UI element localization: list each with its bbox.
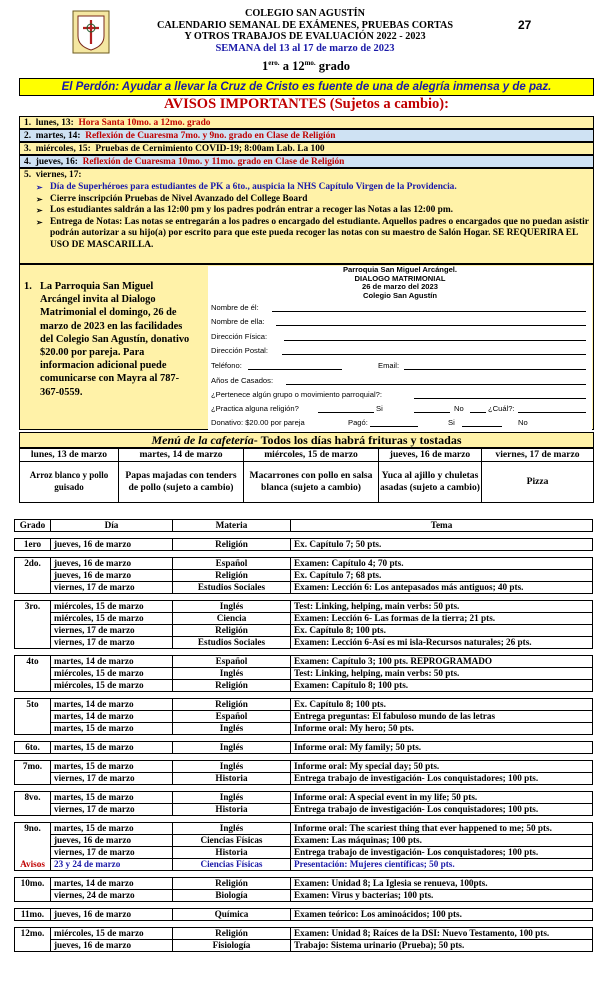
nombre-el-field[interactable] xyxy=(272,311,586,312)
field-label: ¿Cuál?: xyxy=(488,404,515,413)
day-cell: viernes, 17 de marzo xyxy=(51,773,173,785)
grade-cell: 12mo. xyxy=(15,928,51,940)
day-cell: viernes, 17 de marzo xyxy=(51,637,173,649)
field-label: Años de Casados: xyxy=(211,376,274,385)
subject-cell: Español xyxy=(173,558,291,570)
telefono-field[interactable] xyxy=(248,369,342,370)
menu-table xyxy=(19,448,594,503)
topic-cell: Examen: Lección 6-Así es mi isla-Recursos naturales; 26 pts. xyxy=(291,637,593,649)
day-cell: miércoles, 15 de marzo xyxy=(51,601,173,613)
day-cell: viernes, 17 de marzo xyxy=(51,625,173,637)
table-row xyxy=(15,804,593,816)
aviso-row: 3. miércoles, 15: Pruebas de Cernimiento COVID-19; 8:00am Lab. La 100 xyxy=(19,142,594,155)
day-cell: 23 y 24 de marzo xyxy=(51,859,173,871)
grade-cell: 9no. xyxy=(15,823,51,835)
table-row xyxy=(15,761,593,773)
grade-cell xyxy=(15,637,51,649)
aviso-label: Avisos xyxy=(15,859,51,871)
menu-item: Yuca al ajillo y chuletas asadas (sujeto a cambio) xyxy=(379,461,482,502)
topic-cell: Entrega trabajo de investigación- Los conquistadores; 100 pts. xyxy=(291,773,593,785)
table-row xyxy=(15,723,593,735)
menu-item: Macarrones con pollo en salsa blanca (sujeto a cambio) xyxy=(244,461,379,502)
subject-cell: Ciencias Físicas xyxy=(173,859,291,871)
grade-cell xyxy=(15,804,51,816)
field-label: Nombre de él: xyxy=(211,303,259,312)
topic-cell: Examen: Unidad 8; La Iglesia se renueva, 100pts. xyxy=(291,878,593,890)
subject-cell: Química xyxy=(173,909,291,921)
subject-cell: Inglés xyxy=(173,601,291,613)
table-row xyxy=(15,909,593,921)
grade-cell xyxy=(15,890,51,902)
menu-item: Papas majadas con tenders de pollo (sujeto a cambio) xyxy=(119,461,244,502)
parroquia-text: 1. La Parroquia San Miguel Arcángel invita al Dialogo Matrimonial el domingo, 26 de marzo de 2023 en las facilidades del Colegio San Agustín, donativo $20.00 por pareja. Para informacion adicional puede comunicarse con Mayra al 787-367-0559. xyxy=(24,281,190,398)
table-row xyxy=(15,625,593,637)
day-cell: jueves, 16 de marzo xyxy=(51,909,173,921)
topic-cell: Presentación: Mujeres científicas; 50 pts. xyxy=(291,859,593,871)
grade-cell xyxy=(15,680,51,692)
topic-cell: Examen: Virus y bacterias; 100 pts. xyxy=(291,890,593,902)
day-cell: martes, 15 de marzo xyxy=(51,723,173,735)
grade-cell xyxy=(15,582,51,594)
grade-cell xyxy=(15,668,51,680)
pago-field[interactable] xyxy=(370,426,418,427)
option-label: Si xyxy=(448,418,455,427)
field-label: Pagó: xyxy=(348,418,368,427)
grade-cell xyxy=(15,570,51,582)
topic-cell: Examen: Capítulo 3; 100 pts. REPROGRAMADO xyxy=(291,656,593,668)
grade-cell: 2do. xyxy=(15,558,51,570)
day-cell: miércoles, 15 de marzo xyxy=(51,613,173,625)
day-cell: martes, 15 de marzo xyxy=(51,742,173,754)
topic-cell: Entrega trabajo de investigación- Los conquistadores; 100 pts. xyxy=(291,804,593,816)
subject-cell: Religión xyxy=(173,878,291,890)
day-cell: martes, 14 de marzo xyxy=(51,699,173,711)
subject-cell: Ciencias Físicas xyxy=(173,835,291,847)
day-cell: martes, 15 de marzo xyxy=(51,792,173,804)
table-row xyxy=(15,940,593,952)
subject-cell: Religión xyxy=(173,680,291,692)
menu-day: jueves, 16 de marzo xyxy=(379,449,482,462)
topic-cell: Test: Linking, helping, main verbs: 50 pts. xyxy=(291,668,593,680)
field-label: ¿Practica alguna religión? xyxy=(211,404,299,413)
day-cell: jueves, 16 de marzo xyxy=(51,570,173,582)
grade-cell: 10mo. xyxy=(15,878,51,890)
subject-cell: Estudios Sociales xyxy=(173,582,291,594)
subject-cell: Inglés xyxy=(173,742,291,754)
subject-cell: Religión xyxy=(173,625,291,637)
pertenece-grupo-field[interactable] xyxy=(414,398,586,399)
column-header: Tema xyxy=(291,520,593,532)
page-number: 27 xyxy=(518,18,532,32)
field-label: Dirección Postal: xyxy=(211,346,268,355)
subject-cell: Inglés xyxy=(173,761,291,773)
subject-cell: Fisiología xyxy=(173,940,291,952)
table-row xyxy=(15,890,593,902)
table-row xyxy=(15,928,593,940)
day-cell: jueves, 16 de marzo xyxy=(51,539,173,551)
anos-casados-field[interactable] xyxy=(286,384,586,385)
grade-cell xyxy=(15,625,51,637)
table-row xyxy=(15,699,593,711)
topic-cell: Ex. Capítulo 8; 100 pts. xyxy=(291,625,593,637)
menu-item: Pizza xyxy=(482,461,594,502)
table-row xyxy=(15,835,593,847)
subject-cell: Historia xyxy=(173,773,291,785)
day-cell: martes, 14 de marzo xyxy=(51,656,173,668)
menu-day: martes, 14 de marzo xyxy=(119,449,244,462)
donativo-label: Donativo: $20.00 por pareja xyxy=(211,418,305,427)
day-cell: miércoles, 15 de marzo xyxy=(51,668,173,680)
aviso-row: 5. viernes, 17: ➢ Día de Superhéroes para estudiantes de PK a 6to., auspicia la NHS Capítulo Virgen de la Providencia. ➢ Cierre inscripción Pruebas de Nivel Avanzado del College Board ➢ Los estudiantes saldrán a las 12:00 pm y los padres podrán entrar a recoger las Notas a las 12:00 pm. ➢ Entrega de Notas: Las notas se entregarán a los padres o encargado del estudiante. Aquellos padres o encargados que no puedan asistir podrán autorizar a su hijo(a) por escrito para que este pueda recoger las notas con su maestro de Salón Hogar. SE REQUERIRA EL USO DE MASCARILLA. xyxy=(19,168,594,264)
table-row xyxy=(15,582,593,594)
day-cell: jueves, 16 de marzo xyxy=(51,558,173,570)
field-label: Email: xyxy=(378,361,400,370)
grade-cell: 6to. xyxy=(15,742,51,754)
topic-cell: Informe oral: My hero; 50 pts. xyxy=(291,723,593,735)
list-item: ➢ Entrega de Notas: Las notas se entregarán a los padres o encargado del estudiante. Aquellos padres o encargados que no puedan asistir podrán autorizar a su hijo(a) por escrito para que este pueda recoger las notas con su maestro de Salón Hogar. SE REQUERIRA EL USO DE MASCARILLA. xyxy=(50,217,593,252)
grades-range: $1^{ero.}$ a $12^{mo.}$ grado xyxy=(261,59,351,74)
day-cell: viernes, 17 de marzo xyxy=(51,804,173,816)
table-row xyxy=(15,637,593,649)
avisos-title: AVISOS IMPORTANTES (Sujetos a cambio): xyxy=(164,96,449,112)
subject-cell: Inglés xyxy=(173,668,291,680)
week-range: SEMANA del 13 al 17 de marzo de 2023 xyxy=(215,42,395,54)
subject-cell: Historia xyxy=(173,804,291,816)
cual-field[interactable] xyxy=(518,412,586,413)
no-blank[interactable] xyxy=(470,412,486,413)
subject-cell: Ciencia xyxy=(173,613,291,625)
email-field[interactable] xyxy=(404,369,586,370)
table-row xyxy=(15,613,593,625)
topic-cell: Test: Linking, helping, main verbs: 50 pts. xyxy=(291,601,593,613)
subject-cell: Religión xyxy=(173,539,291,551)
topic-cell: Examen teórico: Los aminoácidos; 100 pts. xyxy=(291,909,593,921)
aviso-row: 4. jueves, 16: Reflexión de Cuaresma 10mo. y 11mo. grado en Clase de Religión xyxy=(19,155,594,168)
grade-cell: 3ro. xyxy=(15,601,51,613)
grade-cell xyxy=(15,711,51,723)
topic-cell: Trabajo: Sistema urinario (Prueba); 50 pts. xyxy=(291,940,593,952)
table-row xyxy=(15,668,593,680)
subject-cell: Inglés xyxy=(173,823,291,835)
option-label: No xyxy=(518,418,528,427)
field-label: ¿Pertenece algún grupo o movimiento parroquial?: xyxy=(211,390,382,399)
topic-cell: Examen: Lección 6: Los antepasados más antiguos; 40 pts. xyxy=(291,582,593,594)
column-header: Grado xyxy=(15,520,51,532)
day-cell: martes, 15 de marzo xyxy=(51,823,173,835)
grade-cell: 8vo. xyxy=(15,792,51,804)
grade-cell: 1ero xyxy=(15,539,51,551)
grade-cell xyxy=(15,835,51,847)
header-line-2: CALENDARIO SEMANAL DE EXÁMENES, PRUEBAS CORTAS xyxy=(156,19,454,31)
grade-cell xyxy=(15,847,51,859)
topic-cell: Ex. Capítulo 7; 68 pts. xyxy=(291,570,593,582)
field-label: Teléfono: xyxy=(211,361,242,370)
table-row xyxy=(15,823,593,835)
nombre-ella-field[interactable] xyxy=(276,325,586,326)
table-row xyxy=(15,680,593,692)
subject-cell: Inglés xyxy=(173,723,291,735)
table-row xyxy=(15,878,593,890)
evaluation-schedule-table xyxy=(14,519,593,952)
day-cell: jueves, 16 de marzo xyxy=(51,835,173,847)
weekly-theme: El Perdón: Ayudar a llevar la Cruz de Cristo es fuente de una de alegría inmensa y de paz. xyxy=(19,78,594,96)
day-cell: miércoles, 15 de marzo xyxy=(51,680,173,692)
aviso-row: 2. martes, 14: Reflexión de Cuaresma 7mo. y 9no. grado en Clase de Religión xyxy=(19,129,594,142)
list-item: ➢ Cierre inscripción Pruebas de Nivel Avanzado del College Board xyxy=(50,194,593,206)
table-row xyxy=(15,656,593,668)
header-line-3: Y OTROS TRABAJOS DE EVALUACIÓN 2022 - 2023 xyxy=(184,31,426,42)
direccion-fisica-field[interactable] xyxy=(284,340,586,341)
subject-cell: Biología xyxy=(173,890,291,902)
menu-day: viernes, 17 de marzo xyxy=(482,449,594,462)
menu-item: Arroz blanco y pollo guisado xyxy=(20,461,119,502)
subject-cell: Religión xyxy=(173,928,291,940)
grade-cell: 7mo. xyxy=(15,761,51,773)
day-cell: martes, 14 de marzo xyxy=(51,711,173,723)
direccion-postal-field[interactable] xyxy=(282,354,586,355)
table-row xyxy=(15,792,593,804)
list-item: ➢ Los estudiantes saldrán a las 12:00 pm y los padres podrán entrar a recoger las Notas a las 12:00 pm. xyxy=(50,205,593,217)
menu-day: lunes, 13 de marzo xyxy=(20,449,119,462)
topic-cell: Informe oral: The scariest thing that ever happened to me; 50 pts. xyxy=(291,823,593,835)
topic-cell: Examen: Unidad 8; Raíces de la DSI: Nuevo Testamento, 100 pts. xyxy=(291,928,593,940)
subject-cell: Español xyxy=(173,711,291,723)
menu-day: miércoles, 15 de marzo xyxy=(244,449,379,462)
form-title: Parroquia San Miguel Arcángel. DIALOGO MATRIMONIAL 26 de marzo del 2023 Colegio San Agustín xyxy=(342,265,458,300)
table-row xyxy=(15,847,593,859)
subject-cell: Español xyxy=(173,656,291,668)
subject-cell: Estudios Sociales xyxy=(173,637,291,649)
grade-cell xyxy=(15,613,51,625)
table-row xyxy=(15,539,593,551)
option-label: No xyxy=(454,404,464,413)
topic-cell: Informe oral: My special day; 50 pts. xyxy=(291,761,593,773)
table-row xyxy=(15,711,593,723)
day-cell: martes, 15 de marzo xyxy=(51,761,173,773)
table-row xyxy=(15,773,593,785)
aviso-row: 1. lunes, 13: Hora Santa 10mo. a 12mo. grado xyxy=(19,116,594,129)
subject-cell: Inglés xyxy=(173,792,291,804)
topic-cell: Ex. Capítulo 7; 50 pts. xyxy=(291,539,593,551)
topic-cell: Ex. Capítulo 8; 100 pts. xyxy=(291,699,593,711)
grade-cell xyxy=(15,723,51,735)
registration-form xyxy=(208,266,592,430)
grade-cell xyxy=(15,940,51,952)
pago-si-blank[interactable] xyxy=(462,426,502,427)
school-name: COLEGIO SAN AGUSTÍN xyxy=(244,8,366,19)
topic-cell: Informe oral: A special event in my life; 50 pts. xyxy=(291,792,593,804)
topic-cell: Informe oral: My family; 50 pts. xyxy=(291,742,593,754)
topic-cell: Examen: Las máquinas; 100 pts. xyxy=(291,835,593,847)
day-cell: viernes, 17 de marzo xyxy=(51,582,173,594)
field-label: Nombre de ella: xyxy=(211,317,265,326)
day-cell: viernes, 17 de marzo xyxy=(51,847,173,859)
document-header xyxy=(120,8,490,54)
grade-cell xyxy=(15,773,51,785)
topic-cell: Examen: Lección 6- Las formas de la tierra; 21 pts. xyxy=(291,613,593,625)
list-item: ➢ Día de Superhéroes para estudiantes de PK a 6to., auspicia la NHS Capítulo Virgen de la Providencia. xyxy=(50,182,593,194)
topic-cell: Entrega preguntas: El fabuloso mundo de las letras xyxy=(291,711,593,723)
aviso-table-row xyxy=(15,859,593,871)
day-cell: jueves, 16 de marzo xyxy=(51,940,173,952)
subject-cell: Religión xyxy=(173,570,291,582)
column-header: Materia xyxy=(173,520,291,532)
topic-cell: Entrega trabajo de investigación- Los conquistadores; 100 pts. xyxy=(291,847,593,859)
day-cell: martes, 14 de marzo xyxy=(51,878,173,890)
field-label: Dirección Física: xyxy=(211,332,268,341)
day-cell: viernes, 24 de marzo xyxy=(51,890,173,902)
day-cell: miércoles, 15 de marzo xyxy=(51,928,173,940)
subject-cell: Religión xyxy=(173,699,291,711)
subject-cell: Historia xyxy=(173,847,291,859)
aviso-5-list xyxy=(24,182,593,251)
si-blank[interactable] xyxy=(414,412,450,413)
practica-blank[interactable] xyxy=(318,412,374,413)
grade-cell: 5to xyxy=(15,699,51,711)
table-row xyxy=(15,558,593,570)
column-header: Día xyxy=(51,520,173,532)
school-logo xyxy=(72,10,110,54)
table-row xyxy=(15,601,593,613)
topic-cell: Examen: Capítulo 4; 70 pts. xyxy=(291,558,593,570)
menu-title: Menú de la cafetería- Todos los días habrá frituras y tostadas xyxy=(19,432,594,448)
topic-cell: Examen: Capítulo 8; 100 pts. xyxy=(291,680,593,692)
grade-cell: 4to xyxy=(15,656,51,668)
grade-cell: 11mo. xyxy=(15,909,51,921)
table-row xyxy=(15,742,593,754)
option-label: Si xyxy=(376,404,383,413)
table-row xyxy=(15,570,593,582)
